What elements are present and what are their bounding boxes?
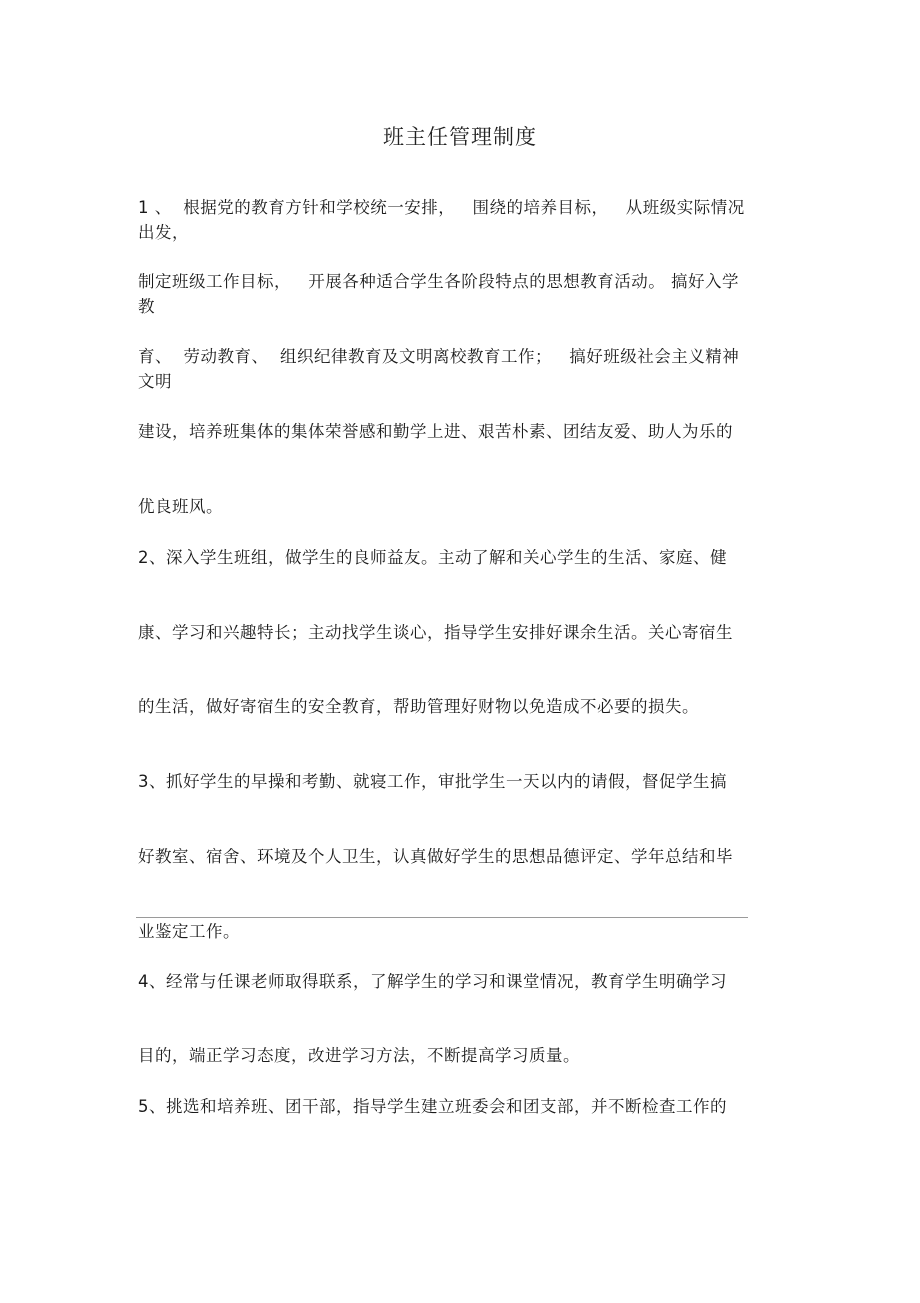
paragraph-3-line-1: 3、抓好学生的早操和考勤、就寝工作，审批学生一天以内的请假，督促学生搞 bbox=[138, 772, 727, 791]
paragraph-2-line-1: 2、深入学生班组，做学生的良师益友。主动了解和关心学生的生活、家庭、健 bbox=[138, 548, 727, 567]
paragraph-2-line-3: 的生活，做好寄宿生的安全教育，帮助管理好财物以免造成不必要的损失。 bbox=[138, 697, 699, 716]
paragraph-4-line-2: 目的，端正学习态度，改进学习方法，不断提高学习质量。 bbox=[138, 1046, 580, 1065]
paragraph-5-line-1: 5、挑选和培养班、团干部，指导学生建立班委会和团支部，并不断检查工作的 bbox=[138, 1097, 727, 1116]
paragraph-1-line-2: 制定班级工作目标， 开展各种适合学生各阶段特点的思想教育活动。 搞好入学教 bbox=[138, 272, 739, 316]
paragraph-3-line-2: 好教室、宿舍、环境及个人卫生，认真做好学生的思想品德评定、学年总结和毕 bbox=[138, 847, 733, 866]
paragraph-3-line-3: 业鉴定工作。 bbox=[138, 922, 240, 941]
paragraph-1-line-1: 1 、 根据党的教育方针和学校统一安排， 围绕的培养目标， 从班级实际情况出发， bbox=[138, 198, 745, 242]
paragraph-1-line-4: 建设，培养班集体的集体荣誉感和勤学上进、艰苦朴素、团结友爱、助人为乐的 bbox=[138, 422, 733, 441]
paragraph-1-line-5: 优良班风。 bbox=[138, 497, 223, 516]
paragraph-1-line-3: 育、 劳动教育、 组织纪律教育及文明离校教育工作； 搞好班级社会主义精神文明 bbox=[138, 347, 740, 391]
paragraph-2-line-2: 康、学习和兴趣特长；主动找学生谈心，指导学生安排好课余生活。关心寄宿生 bbox=[138, 623, 733, 642]
paragraph-4-line-1: 4、经常与任课老师取得联系，了解学生的学习和课堂情况，教育学生明确学习 bbox=[138, 972, 727, 991]
document-title: 班主任管理制度 bbox=[383, 125, 537, 149]
page-divider bbox=[136, 917, 748, 918]
